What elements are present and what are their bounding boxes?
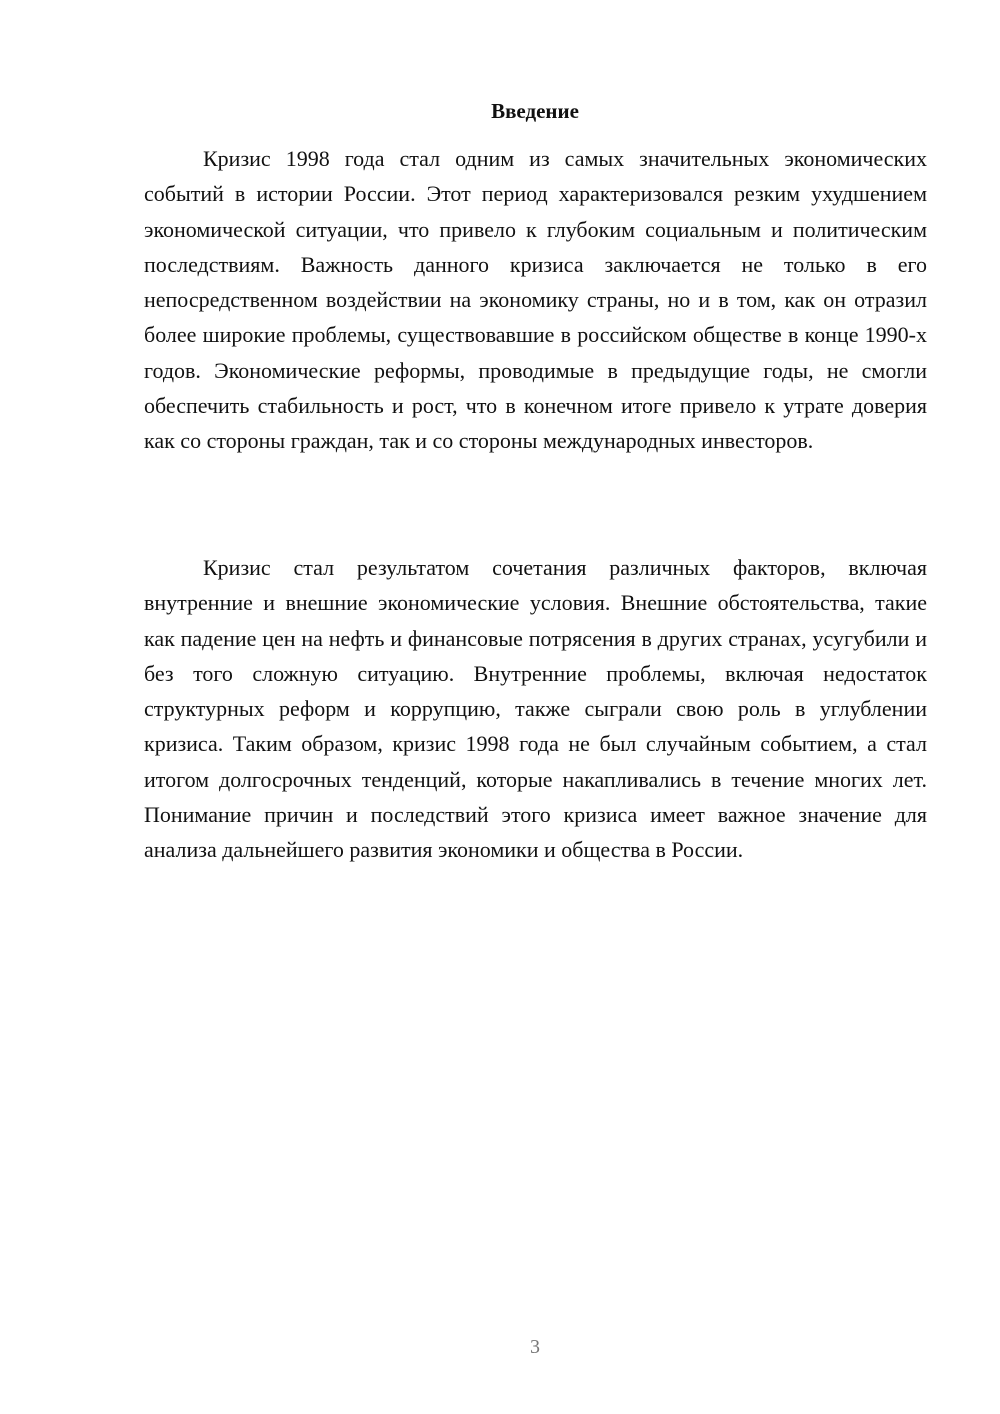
paragraph-2: Кризис стал результатом сочетания различных факторов, включая внутренние и внешние экономические условия. Внешние обстоятельства, такие как падение цен на нефть и финансовые потрясения в других странах, усугубили и без того сложную ситуацию. Внутренние проблемы, включая недостаток структурных реформ и коррупцию, также сыграли свою роль в углублении кризиса. Таким образом, кризис 1998 года не был случайным событием, а стал итогом долгосрочных тенденций, которые накапливались в течение многих лет. Понимание причин и последствий этого кризиса имеет важное значение для анализа дальнейшего развития экономики и общества в России. (144, 555, 927, 863)
section-title: Введение (491, 99, 579, 123)
paragraph-1: Кризис 1998 года стал одним из самых значительных экономических событий в истории России. Этот период характеризовался резким ухудшением экономической ситуации, что привело к глубоким социальным и политическим последствиям. Важность данного кризиса заключается не только в его непосредственном воздействии на экономику страны, но и в том, как он отразил более широкие проблемы, существовавшие в российском обществе в конце 1990-х годов. Экономические реформы, проводимые в предыдущие годы, не смогли обеспечить стабильность и рост, что в конечном итоге привело к утрате доверия как со стороны граждан, так и со стороны международных инвесторов. (144, 146, 927, 454)
page-number: 3 (530, 1336, 540, 1358)
